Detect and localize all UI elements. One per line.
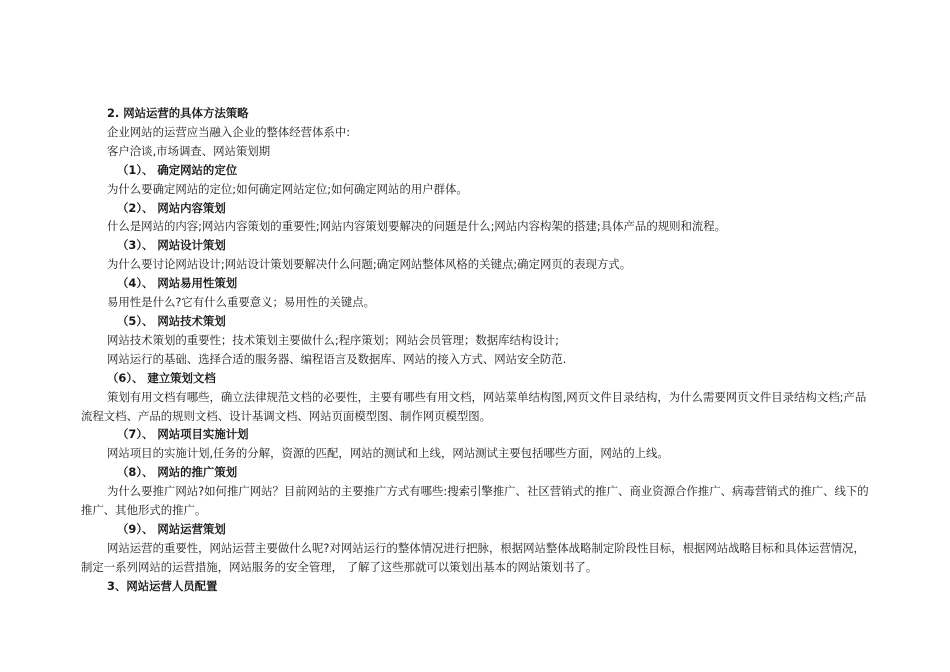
item-9-text: 网站运营的重要性，网站运营主要做什么呢?对网站运行的整体情况进行把脉，根据网站整体战略制定阶段性目标，根据网站战略目标和具体运营情况，制定一系列网站的运营措施，网站服务的安全管理， 了解了这些那就可以策划出基本的网站策划书了。 xyxy=(81,540,865,574)
section-3-title: 3、网站运营人员配置 xyxy=(107,578,218,593)
item-5-heading: （5）、 网站技术策划 xyxy=(117,313,226,328)
item-3-heading: （3）、 网站设计策划 xyxy=(117,238,226,253)
item-6-text: 策划有用文档有哪些，确立法律规范文档的必要性，主要有哪些有用文档，网站菜单结构图,网页文件目录结构，为什么需要网页文件目录结构文档;产品流程文档、产品的规则文档、设计基调文档、网站页面模型图、制作网页模型图。 xyxy=(81,389,867,423)
item-4-text: 易用性是什么?它有什么重要意义；易用性的关键点。 xyxy=(107,295,376,310)
item-1-heading: （1）、 确定网站的定位 xyxy=(117,162,238,177)
item-7-text: 网站项目的实施计划,任务的分解，资源的匹配，网站的测试和上线，网站测试主要包括哪些方面，网站的上线。 xyxy=(107,446,669,461)
item-9-heading: （9）、 网站运营策划 xyxy=(117,521,226,536)
item-4-heading: （4）、 网站易用性策划 xyxy=(117,276,238,291)
item-5-text: 网站技术策划的重要性；技术策划主要做什么;程序策划；网站会员管理；数据库结构设计; xyxy=(107,332,559,347)
item-6-heading: （6）、 建立策划文档 xyxy=(107,370,216,385)
item-8-heading: （8）、 网站的推广策划 xyxy=(117,465,238,480)
document-body xyxy=(81,104,871,596)
intro-line-2: 客户洽谈,市场调查、网站策划期 xyxy=(107,143,271,158)
section-2-title: 2. 网站运营的具体方法策略 xyxy=(107,106,249,120)
item-7-heading: （7）、 网站项目实施计划 xyxy=(117,427,249,442)
intro-line-1: 企业网站的运营应当融入企业的整体经营体系中: xyxy=(107,124,351,139)
item-2-heading: （2）、 网站内容策划 xyxy=(117,200,226,215)
item-1-text: 为什么要确定网站的定位;如何确定网站定位;如何确定网站的用户群体。 xyxy=(107,181,468,196)
item-3-text: 为什么要讨论网站设计;网站设计策划要解决什么问题;确定网站整体风格的关键点;确定网页的表现方式。 xyxy=(107,257,632,272)
item-5-text-2: 网站运行的基础、选择合适的服务器、编程语言及数据库、网站的接入方式、网站安全防范. xyxy=(107,351,567,366)
item-8-text: 为什么要推广网站?如何推广网站？目前网站的主要推广方式有哪些:搜索引擎推广、社区营销式的推广、商业资源合作推广、病毒营销式的推广、线下的推广、其他形式的推广。 xyxy=(81,484,869,518)
item-2-text: 什么是网站的内容;网站内容策划的重要性;网站内容策划要解决的问题是什么;网站内容构架的搭建;具体产品的规则和流程。 xyxy=(107,219,727,234)
